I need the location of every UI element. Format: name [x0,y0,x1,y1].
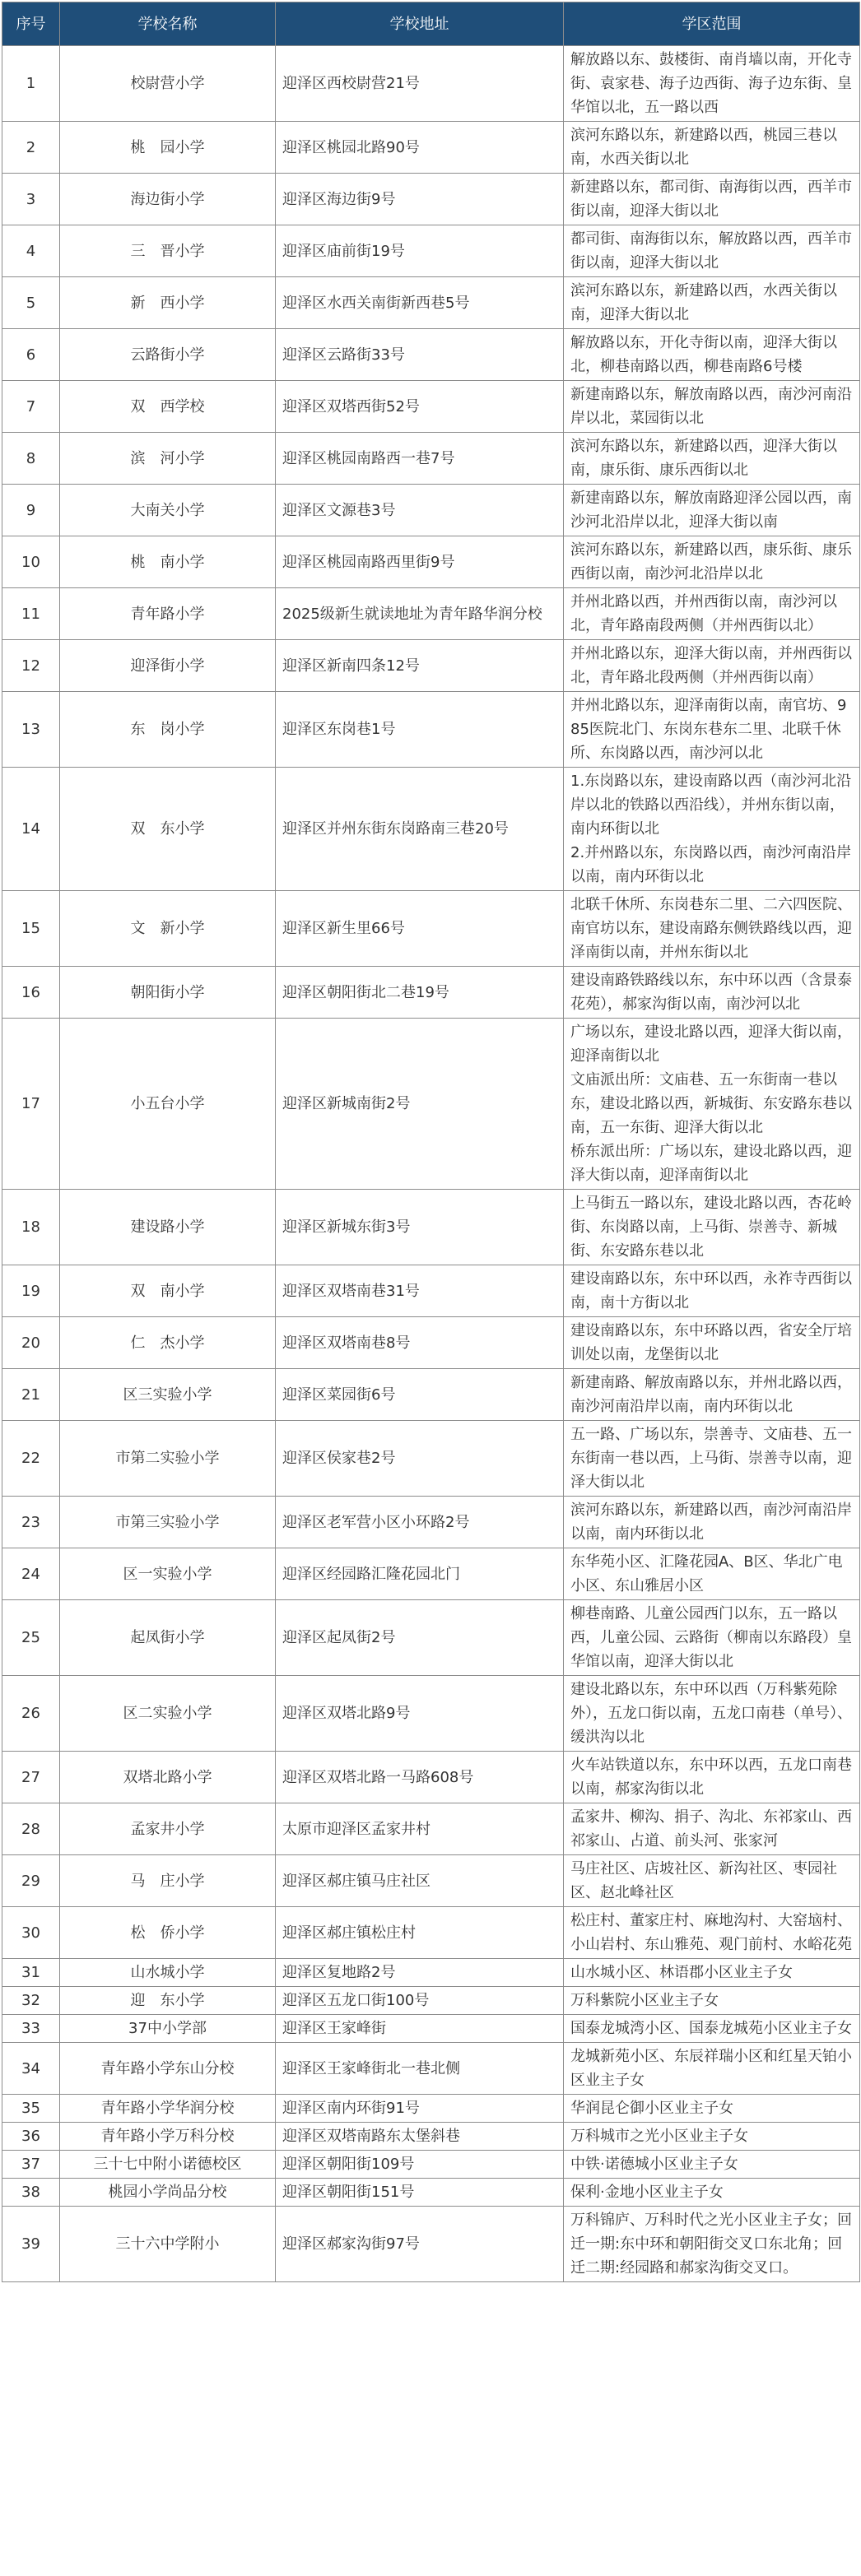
table-row [2,1600,860,1676]
table-row [2,485,860,536]
district-range: 建设南路铁路线以东，东中环以西（含景泰花苑），郝家沟街以南，南沙河以北 [564,967,860,1019]
school-address: 迎泽区新城东街3号 [276,1190,564,1265]
row-number: 6 [2,329,60,381]
school-address: 迎泽区新城南街2号 [276,1019,564,1190]
school-address: 迎泽区双塔南巷8号 [276,1317,564,1369]
row-number: 32 [2,1987,60,2015]
table-row [2,2207,860,2282]
school-address: 迎泽区王家峰街 [276,2015,564,2043]
district-range: 孟家井、柳沟、捐子、沟北、东祁家山、西祁家山、占道、前头河、张家河 [564,1803,860,1855]
table-row [2,2179,860,2207]
row-number: 25 [2,1600,60,1676]
school-address: 迎泽区桃园南路西一巷7号 [276,433,564,485]
district-range: 1.东岗路以东，建设南路以西（南沙河北沿岸以北的铁路以西沿线），并州东街以南，南内环街以北 2.并州路以东，东岗路以西，南沙河南沿岸以南，南内环街以北 [564,768,860,891]
school-address: 迎泽区复地路2号 [276,1959,564,1987]
row-number: 13 [2,692,60,768]
table-row [2,1855,860,1907]
district-range: 建设南路以东，东中环以西，永祚寺西街以南，南十方街以北 [564,1265,860,1317]
school-address: 2025级新生就读地址为青年路华润分校 [276,588,564,640]
school-name: 区三实验小学 [60,1369,276,1421]
table-row [2,122,860,174]
school-name: 校尉营小学 [60,46,276,122]
district-range: 滨河东路以东，新建路以西，水西关街以南，迎泽大街以北 [564,277,860,329]
school-address: 迎泽区桃园北路90号 [276,122,564,174]
district-range: 并州北路以东，迎泽大街以南，并州西街以北，青年路北段两侧（并州西街以南） [564,640,860,692]
table-header-row [2,2,860,46]
school-address: 迎泽区双塔南巷31号 [276,1265,564,1317]
table-row [2,1987,860,2015]
row-number: 30 [2,1907,60,1959]
table-row [2,1803,860,1855]
school-address: 迎泽区郝庄镇松庄村 [276,1907,564,1959]
school-name: 青年路小学东山分校 [60,2043,276,2095]
school-name: 青年路小学华润分校 [60,2095,276,2123]
table-row [2,381,860,433]
table-row [2,1676,860,1752]
table-row [2,2151,860,2179]
school-name: 云路街小学 [60,329,276,381]
school-name: 桃园小学尚品分校 [60,2179,276,2207]
district-range: 山水城小区、林语郡小区业主子女 [564,1959,860,1987]
district-range: 新建南路以东，解放南路迎泽公园以西，南沙河北沿岸以北，迎泽大街以南 [564,485,860,536]
table-row [2,225,860,277]
school-address: 迎泽区侯家巷2号 [276,1421,564,1497]
school-name: 青年路小学 [60,588,276,640]
row-number: 4 [2,225,60,277]
table-body [2,46,860,2282]
school-address: 迎泽区五龙口街100号 [276,1987,564,2015]
district-range: 马庄社区、店坡社区、新沟社区、枣园社区、赵北峰社区 [564,1855,860,1907]
school-address: 迎泽区老军营小区小环路2号 [276,1497,564,1548]
school-name: 37中小学部 [60,2015,276,2043]
table-row [2,46,860,122]
school-address: 迎泽区水西关南街新西巷5号 [276,277,564,329]
district-range: 华润昆仑御小区业主子女 [564,2095,860,2123]
school-name: 迎 东小学 [60,1987,276,2015]
row-number: 17 [2,1019,60,1190]
table-row [2,1959,860,1987]
school-name: 迎泽街小学 [60,640,276,692]
district-range: 广场以东，建设北路以西，迎泽大街以南，迎泽南街以北 文庙派出所：文庙巷、五一东街南一巷以东，建设北路以西，新城街、东安路东巷以南，五一东街、迎泽大街以北 桥东派出所：广场以东，建设北路以西，迎泽大街以南，迎泽南街以北 [564,1019,860,1190]
district-range: 并州北路以东，迎泽南街以南，南官坊、985医院北门、东岗东巷东二里、北联千休所、东岗路以西，南沙河以北 [564,692,860,768]
row-number: 8 [2,433,60,485]
table-row [2,1907,860,1959]
row-number: 15 [2,891,60,967]
district-range: 都司街、南海街以东，解放路以西，西羊市街以南，迎泽大街以北 [564,225,860,277]
table-row [2,536,860,588]
row-number: 1 [2,46,60,122]
school-name: 滨 河小学 [60,433,276,485]
table-row [2,2015,860,2043]
school-name: 孟家井小学 [60,1803,276,1855]
school-name: 桃 南小学 [60,536,276,588]
district-range: 柳巷南路、儿童公园西门以东，五一路以西，儿童公园、云路街（柳南以东路段）皇华馆以南，迎泽大街以北 [564,1600,860,1676]
school-address: 迎泽区菜园街6号 [276,1369,564,1421]
table-row [2,588,860,640]
district-range: 建设北路以东，东中环以西（万科紫苑除外），五龙口街以南，五龙口南巷（单号）、缓洪沟以北 [564,1676,860,1752]
school-address: 迎泽区王家峰街北一巷北侧 [276,2043,564,2095]
school-name: 双 东小学 [60,768,276,891]
row-number: 33 [2,2015,60,2043]
table-row [2,433,860,485]
school-name: 市第二实验小学 [60,1421,276,1497]
district-range: 新建南路以东，解放南路以西，南沙河南沿岸以北，菜园街以北 [564,381,860,433]
district-range: 解放路以东，开化寺街以南，迎泽大街以北，柳巷南路以西，柳巷南路6号楼 [564,329,860,381]
school-name: 新 西小学 [60,277,276,329]
table-row [2,2095,860,2123]
district-range: 万科城市之光小区业主子女 [564,2123,860,2151]
table-row [2,692,860,768]
school-name: 双 南小学 [60,1265,276,1317]
school-name: 起凤街小学 [60,1600,276,1676]
row-number: 2 [2,122,60,174]
row-number: 22 [2,1421,60,1497]
district-range: 火车站铁道以东，东中环以西，五龙口南巷以南，郝家沟街以北 [564,1752,860,1803]
table-row [2,2043,860,2095]
row-number: 20 [2,1317,60,1369]
school-address: 迎泽区经园路汇隆花园北门 [276,1548,564,1600]
school-name: 青年路小学万科分校 [60,2123,276,2151]
school-name: 三十七中附小诺德校区 [60,2151,276,2179]
table-row [2,1421,860,1497]
table-row [2,891,860,967]
row-number: 12 [2,640,60,692]
row-number: 9 [2,485,60,536]
row-number: 34 [2,2043,60,2095]
table-row [2,768,860,891]
district-range: 松庄村、董家庄村、麻地沟村、大窑垴村、小山岩村、东山雅苑、观门前村、水峪花苑 [564,1907,860,1959]
table-row [2,1752,860,1803]
district-range: 新建南路、解放南路以东，并州北路以西，南沙河南沿岸以南，南内环街以北 [564,1369,860,1421]
school-address: 迎泽区朝阳街北二巷19号 [276,967,564,1019]
school-address: 迎泽区云路街33号 [276,329,564,381]
school-address: 迎泽区双塔北路9号 [276,1676,564,1752]
district-range: 国泰龙城湾小区、国泰龙城苑小区业主子女 [564,2015,860,2043]
table-row [2,1548,860,1600]
school-address: 迎泽区朝阳街151号 [276,2179,564,2207]
school-name: 建设路小学 [60,1190,276,1265]
school-name: 朝阳街小学 [60,967,276,1019]
table-row [2,277,860,329]
row-number: 28 [2,1803,60,1855]
row-number: 16 [2,967,60,1019]
school-name: 桃 园小学 [60,122,276,174]
school-name: 文 新小学 [60,891,276,967]
school-name: 区一实验小学 [60,1548,276,1600]
district-range: 滨河东路以东，新建路以西，桃园三巷以南，水西关街以北 [564,122,860,174]
row-number: 3 [2,174,60,225]
table-row [2,1497,860,1548]
school-name: 大南关小学 [60,485,276,536]
table-row [2,1317,860,1369]
school-name: 小五台小学 [60,1019,276,1190]
table-row [2,329,860,381]
school-address: 迎泽区朝阳街109号 [276,2151,564,2179]
district-range: 解放路以东、鼓楼街、南肖墙以南，开化寺街、袁家巷、海子边西街、海子边东街、皇华馆以北，五一路以西 [564,46,860,122]
school-address: 迎泽区双塔南路东太堡斜巷 [276,2123,564,2151]
school-address: 迎泽区郝家沟街97号 [276,2207,564,2282]
district-range: 万科紫院小区业主子女 [564,1987,860,2015]
district-range: 滨河东路以东，新建路以西，康乐街、康乐西街以南，南沙河北沿岸以北 [564,536,860,588]
table-row [2,967,860,1019]
school-address: 迎泽区双塔西街52号 [276,381,564,433]
school-name: 三 晋小学 [60,225,276,277]
table-row [2,2123,860,2151]
district-range: 保利·金地小区业主子女 [564,2179,860,2207]
school-address: 迎泽区南内环街91号 [276,2095,564,2123]
row-number: 31 [2,1959,60,1987]
row-number: 37 [2,2151,60,2179]
row-number: 26 [2,1676,60,1752]
table-row [2,640,860,692]
school-address: 迎泽区西校尉营21号 [276,46,564,122]
row-number: 18 [2,1190,60,1265]
school-district-table [2,2,860,2282]
table-row [2,174,860,225]
row-number: 14 [2,768,60,891]
school-name: 双 西学校 [60,381,276,433]
row-number: 24 [2,1548,60,1600]
school-name: 市第三实验小学 [60,1497,276,1548]
district-range: 东华苑小区、汇隆花园A、B区、华北广电小区、东山雅居小区 [564,1548,860,1600]
district-range: 并州北路以西，并州西街以南，南沙河以北，青年路南段两侧（并州西街以北） [564,588,860,640]
row-number: 27 [2,1752,60,1803]
school-name: 松 侨小学 [60,1907,276,1959]
table-row [2,1265,860,1317]
district-range: 滨河东路以东，新建路以西，南沙河南沿岸以南，南内环街以北 [564,1497,860,1548]
school-address: 迎泽区东岗巷1号 [276,692,564,768]
header-no: 序号 [2,2,60,46]
school-address: 迎泽区起凤街2号 [276,1600,564,1676]
table-row [2,1190,860,1265]
school-address: 迎泽区海边街9号 [276,174,564,225]
table-row [2,1369,860,1421]
row-number: 35 [2,2095,60,2123]
school-address: 迎泽区新生里66号 [276,891,564,967]
header-school-address: 学校地址 [276,2,564,46]
school-address: 迎泽区新南四条12号 [276,640,564,692]
table-row [2,1019,860,1190]
district-range: 中铁·诺德城小区业主子女 [564,2151,860,2179]
school-address: 迎泽区文源巷3号 [276,485,564,536]
header-school-name: 学校名称 [60,2,276,46]
school-address: 太原市迎泽区孟家井村 [276,1803,564,1855]
school-name: 区二实验小学 [60,1676,276,1752]
district-range: 上马街五一路以东，建设北路以西，杏花岭街、东岗路以南，上马街、崇善寺、新城街、东安路东巷以北 [564,1190,860,1265]
school-address: 迎泽区郝庄镇马庄社区 [276,1855,564,1907]
row-number: 19 [2,1265,60,1317]
row-number: 5 [2,277,60,329]
district-range: 北联千休所、东岗巷东二里、二六四医院、南官坊以东，建设南路东侧铁路线以西，迎泽南街以南，并州东街以北 [564,891,860,967]
school-name: 海边街小学 [60,174,276,225]
row-number: 11 [2,588,60,640]
school-address: 迎泽区双塔北路一马路608号 [276,1752,564,1803]
district-range: 五一路、广场以东，崇善寺、文庙巷、五一东街南一巷以西，上马街、崇善寺以南，迎泽大街以北 [564,1421,860,1497]
school-name: 仁 杰小学 [60,1317,276,1369]
school-address: 迎泽区庙前街19号 [276,225,564,277]
row-number: 36 [2,2123,60,2151]
header-district-range: 学区范围 [564,2,860,46]
school-address: 迎泽区桃园南路西里街9号 [276,536,564,588]
school-name: 马 庄小学 [60,1855,276,1907]
district-range: 滨河东路以东，新建路以西，迎泽大街以南，康乐街、康乐西街以北 [564,433,860,485]
district-range: 龙城新苑小区、东辰祥瑞小区和红星天铂小区业主子女 [564,2043,860,2095]
row-number: 39 [2,2207,60,2282]
row-number: 7 [2,381,60,433]
row-number: 29 [2,1855,60,1907]
district-range: 新建路以东，都司街、南海街以西，西羊市街以南，迎泽大街以北 [564,174,860,225]
row-number: 21 [2,1369,60,1421]
row-number: 10 [2,536,60,588]
district-range: 建设南路以东，东中环路以西，省安全厅培训处以南，龙堡街以北 [564,1317,860,1369]
row-number: 38 [2,2179,60,2207]
district-range: 万科锦庐、万科时代之光小区业主子女；回迁一期:东中环和朝阳街交叉口东北角；回迁二期:经园路和郝家沟街交叉口。 [564,2207,860,2282]
row-number: 23 [2,1497,60,1548]
school-name: 山水城小学 [60,1959,276,1987]
school-address: 迎泽区并州东街东岗路南三巷20号 [276,768,564,891]
school-name: 双塔北路小学 [60,1752,276,1803]
school-name: 东 岗小学 [60,692,276,768]
school-name: 三十六中学附小 [60,2207,276,2282]
